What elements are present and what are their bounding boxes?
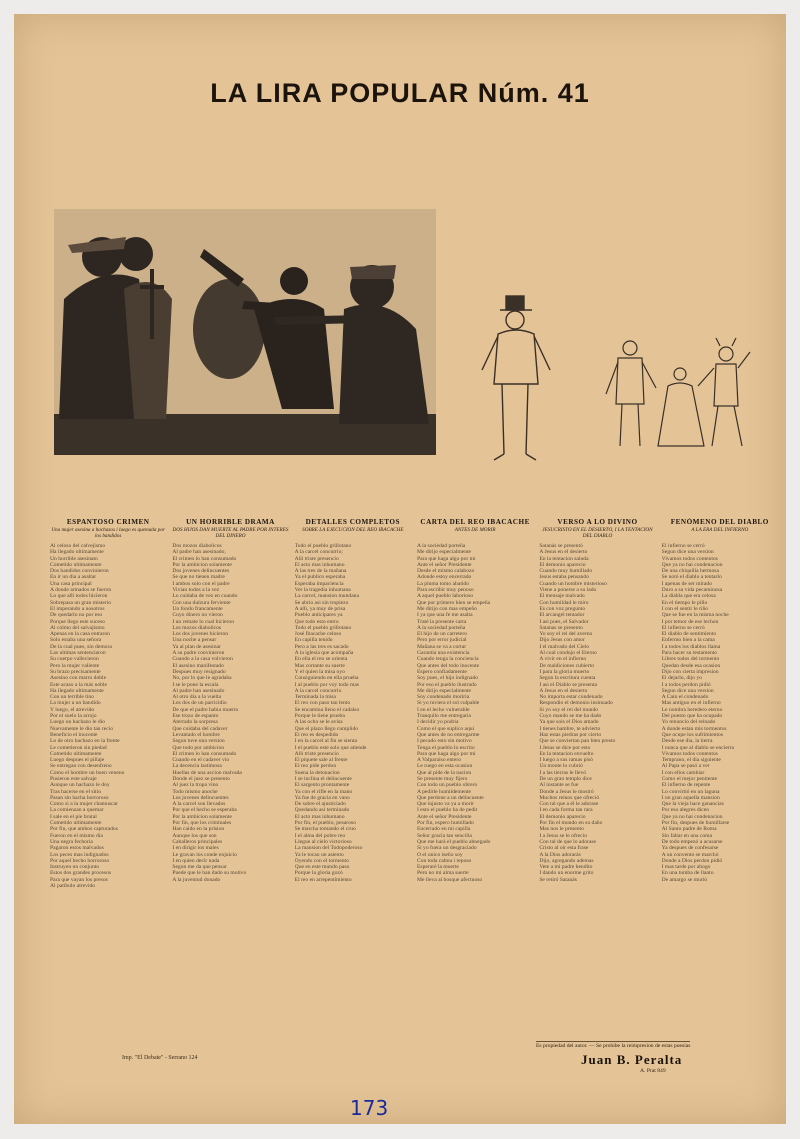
poem-text: A la sociedad porteña Me dirijo especialmente Para que haga algo por mi Ante el señor Presidente Desde el mismo calabozo Adonde estoy encerrado La pluma tomo abatido Para escribir muy penoso A aquel pueblo laborioso Que por primero bien se empeña Me dirijo con mas empeño I ya que una fe me asalta Traté la presente carta A la sociedad porteña El hijo de un carretero Pero por error judicial Mañana se va a cortar Garantia una existencia Cuando tenga la conciencia Que antes del todo inocente Espero confiadamente Soy pues, el hijo indignado Por eso el pueblo ilustrado Me dirijo especialmente Soy condenado moriria Si yo tuviera el sol culpable I en el lecho vulnerable Tranquilo me entregaria I decidir yo podria Como el que suplico aqui Que antes de no entregarme I pecado esto sin motivo Tenga el pueblo lo escrito Para que haga algo por mi A Valparaiso entero Le ruego en esta ocasion Que al pide de la nacion Se presente muy fijero Con todo un pueblo obrero A pedirle humildemente Que perdone a un delincuente Que injusto va ya a morir I esto el pueblo ha de pedir Ante el señor Presidente Por fin, espero humillado Encerrado en mi capilla Señor gracia tan sencilla Que me harà el pueblo abnegado Si yo fuera un desgraciado O el unico iseño soy Con toda calma i reposo Esperaré la muerte Pero no mi alma suerte Me lleva al bosque afectuoso <box>416 543 491 883</box>
poem-text: Dos mozos diabolicos Al padre han asesinado, El crimen lo han consumado Por la ambicion solamente Dos jovenes delincuentes Se que no tienen madre I ambos solo con el padre Vivian todos a la vez Lo cuidaba de vez en cuando Con una dulzura ferviente Un fondo francamente Cuyo dinero no vieron I un remate lo cual hicieron Los mozos diabolicos Los dos jovenes hicieron Una noche a pensar Ya al plan de asesinar A su padre convinieron Cuando a la casa volvieron El asesino manifestado Despues muy resignado No, por lo que le agradaba I se le pone la escala Al padre han asesinado Al otro dia a la vuelta Los dos de un parricidio De que el padre habia muerto Ese trozo de espanto Aterrado la sorpresa Que cuidaba del cadaver Levantado el hombre Segun tuve una version Que todo por ambicion El crimen lo han consumado Cuando en el cadaver vio La decencia lastimosa Huellas de una accion malvada Donde el juez se presento Al juez la tropa vino Todo mismo anoche Los jovenes delincuentes A la carcel son llevados Por que el hecho se esperaba Por la ambicion solamente Por fin, que los criminales Han caido en la prision Aunque los que son Caballeros principales I en dirigir los males Le gravan los conde enjuicio I en quien decir nada Segun me da que pensar Puede que le han dado su motivo A la juventud donado <box>172 543 247 883</box>
poem-title: VERSO A LO DIVINO <box>557 518 638 526</box>
poem-columns <box>50 518 778 1098</box>
poem-column <box>539 518 655 1098</box>
poem-subtitle: Una mujer asesina a hachazos i luego es quemada por los bandidos <box>51 527 165 539</box>
poem-title: FENÓMENO DEL DIABLO <box>670 518 769 526</box>
poem-column <box>50 518 166 1098</box>
author-address: A. Prat 849 <box>640 1068 666 1074</box>
archive-number: 173 <box>350 1096 389 1120</box>
printer-imprint: Imp. "El Debate" - Serrano 124 <box>122 1055 198 1061</box>
poem-subtitle: A LA ERA DEL INFIERNO <box>691 527 749 533</box>
poem-text: Al celoso del calvejismo Ha llegado ultimamente Un horrible asesinato Cometido ultimamente Dos bandidos convinieron En ir un dia a asaltar Una casa principal A donde armados se fueron Lo que alli todos hicieron Sobrepasa un gran misterio El imperando a nosotros De quedarlo no por eso Porque llego este suceso Al colmo del salvajismo Apenas en la casa entraron Solo estaba una señora De la cual pues, sin demora Las ultimas sentenciaron Su cuerpo vallecieron Pero la mujer valiente Su brazo precisamente Asesino con marro doble Este acaso a la más noble Ha llegado ultimamente Con un terrible tino La mujer a un bandido Y luego, el atrevido Por el suelo la arrojo Luego un hachazo le dio Nuevamente le dio tan recio Beneficio el inocente Lo de otro hachazo en la frente Le cometieron sin piedad Cometido ultimamente Luego despues el pillaje Se entregan con desenfreno Como el hombre un buen veneno Pusieron este salvaje Aunque un hachazo le doy Tras hacerse en el sitio Pasan sin hacha horroroso Como si a la mujer chamuscar La comienzan a quemar I sale en el pie brutal Cometido ultimamente Por fin, que ambos capturados Fueron en el mismo dia Una negra fechoria Pagaron estos malvados Los peces mas indignados Por aquel hecho horroroso Instruyen un conjunto Estos dos grandes procesos Para que vayan los presos Al patíbulo atrevido <box>50 543 125 890</box>
poem-title: UN HORRIBLE DRAMA <box>186 518 275 526</box>
poem-column <box>295 518 411 1098</box>
woodcut-illustration <box>54 209 436 455</box>
devil-scene-illustration <box>602 334 752 454</box>
poem-text: Satanás se presentó A Jesus en el desierto En la tentacion saluda El demonio aparecio Cuando muy humillado Jesus estaba pensando Cuando un hombre misterioso Viene a ponerse a su lado El mensaje malvado Con humildad le miro Es con voz pregunto El arcangel tentador I asi pues, el Salvador Satanas se presento Yo soy el rei del averno Dijo Jesus con amor I el malvado del Cielo Al cual condujo el Eterno A vivir en el infierno De maldiciones cubierto I para la gloria muerto Segun la escritura cuenta I asi el Diablo se presenta A Jesus en el desierto No importa estar condenado Respondio el demonio insinuado Si yo soy el rei del mundo Cuyo mando se me ha dado Ya que sois el Dios amado I tienes hambre, te advierto Haz estas piedras por cierto Que se conviertan pan bien presto I Jesus se dice por esto En la tentacion envuelto I luego a sus ramas pisò Un monte lo cubrió I a las tierras le llevó De un gran templo dice Al instante se fue Donde a Jesus le mostró Muchos reinos que ofreció Con tal que a él le adorase I en cada forma tan rara El demonio aparecio Por fin el mundo en su daño Mas nos le presento I a Jesus se le ofrecio Con tal de que lo adorase Cristo al oir esta frase A la Dios adorarás Dijo, agregando ademas Vete a mi padre bendito I dando un enorme grito Se retiró Satanás <box>539 543 616 883</box>
broadside-sheet <box>14 14 786 1124</box>
poem-subtitle: SOBRE LA EJECUCION DEL REO IBACACHE <box>302 527 404 533</box>
poem-subtitle: DOS HIJOS DAN MUERTE AL PADRE POR INTERES DEL DINERO <box>172 527 289 539</box>
gentleman-figure <box>476 294 556 469</box>
poem-subtitle: JESUCRISTO EN EL DESIERTO, I LA TENTACION DEL DIABLO <box>542 527 653 539</box>
poem-column <box>662 518 778 1098</box>
poem-title: CARTA DEL REO IBACACHE <box>420 518 530 526</box>
poem-subtitle: ANTES DE MORIR <box>454 527 496 533</box>
poem-text: El infierno se cerró Segun dice una version Vivamos todos contentos Que ya no hai condenacion De una chiquilla hermosa Se notó el diablo a tentarlo I apenas de ser mirado Duro a su vida pecaminosa La diabla que era celosa En el tiempo le pillo I con el sentir le riño Que se fue en la misma noche I por temor de ese lechon El infierno se cerró El diablo de sentimiento Enfermo bien a la cama I a todos los diablos llama Para hacer su testamento Libres todos del tormento Quedan desde esa ocasion Dijo con cierta impresion El dejarlo, dijo yo I a todos perdon pidió Segun dice una version A Cain el condenado Mas antiguo en el infierno Le nombra heredero eterno Del puesto que ha ocupado Yo renuncio del reinado A donde estan mis tormentos Que ocupe los sufrimientos Desde ese dia, la tierra I nunca que al diablo se encierra Vivamos todos contentos Temprano, el dia siguiente Al Papa se pasó a ver I con ellos cambiar Como el mejor penitente El infierno de repente Lo convirtió en un laguna I un gran aquella mansion Que la vieja hace ganancias Por eso alegres dicen Que ya no hai condenacion Por fin, despues de humillarse Al Santo padre de Roma Sin faltar en una coma De todo empezó a acusarse Ya despues de confesarse A un convento se marchó Donde a Dios perdon pidió I mas tarde por ahogo En una tumba de llanto De amargo se murió <box>661 543 735 883</box>
property-note: Es propiedad del autor. — Se prohibe la reimpresion de estas poesias <box>536 1043 691 1049</box>
poem-title: DETALLES COMPLETOS <box>305 518 401 526</box>
poem-column <box>417 518 533 1098</box>
poem-column <box>172 518 288 1098</box>
poem-title: ESPANTOSO CRIMEN <box>66 518 150 526</box>
page-title: LA LIRA POPULAR Núm. 41 <box>210 78 590 108</box>
poem-text: Todo el pueblo grillotano A la carcel concurrio; Alli triste presencio El acto mas inhumano A las tres de la mañana Ya el publico esperaba Esperaba impaciencia Ver la tragedia inhumana La carcel, mansion mundana Se abrio asi sin tropiezo A alli, ya muy de prisa Pueblo anticipares ya Que todo esto entro Todo el pueblo grillotano José Ibacache celoso En capilla tenido Pero a las tres es sacado A la iglesia que acompaña En ella el reo se orienta Mas cortante su suerte Y el quien la misa oyo Consiguiendo en ella prueba I al pueblo por voy todo mas A la carcel concurrio Terminada la misa El reo con paso tan lento Se encamina lleno el cadalso Porque le tiene prueba A las ocho se le avisa Que el plazo llego cumplido El reo es despedido I en la carcel al fin se sienta I el pueblo este solo que atiende Alli triste presencio El piquete sale al frente El reo pide perdon Suena la detonacion I se inclina el delincuente El sargento prontamente Ya con el rifle en la mano Ya fue de gracia en vano De sobre el ajusticiado Quedando asi terminado El acto mas inhumano Por fin, el pueblo, pesaroso Se marcha tomando el cruo I el alma del pobre reo Llegue al cielo victorioso La mansion del Todopoderoso Ya le tocan un asiento Oyendo con el tormento Que en este mundo paso Porque la gloria gozó El reo en arrepentimiento <box>294 543 367 883</box>
author-name: Juan B. Peralta <box>581 1052 683 1067</box>
